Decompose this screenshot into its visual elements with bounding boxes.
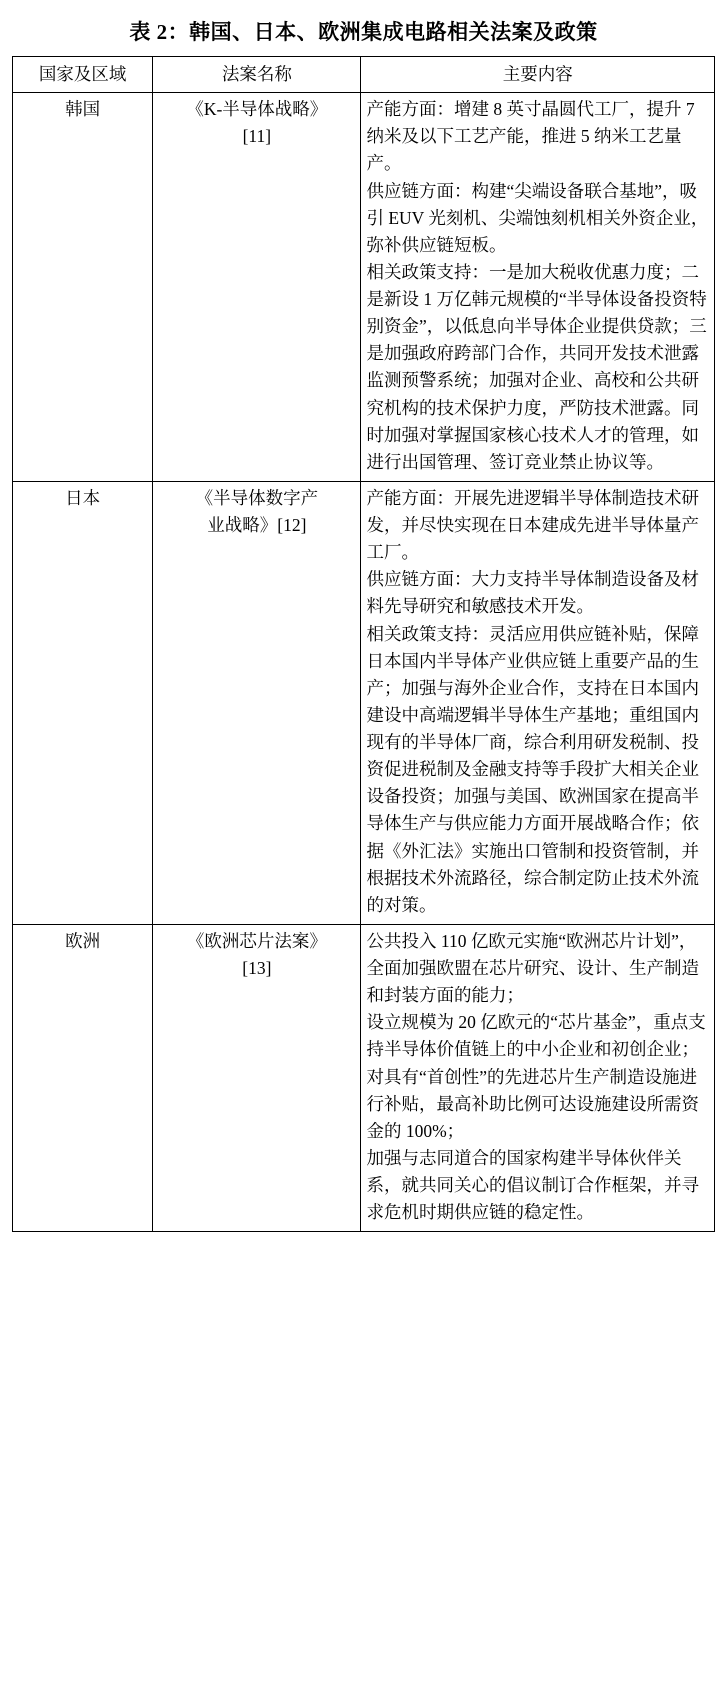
content-paragraph: 供应链方面：构建“尖端设备联合基地”，吸引 EUV 光刻机、尖端蚀刻机相关外资企业，弥补供应链短板。 bbox=[366, 180, 709, 255]
column-header-content: 主要内容 bbox=[361, 57, 715, 93]
cell-name-reference: [13] bbox=[242, 958, 272, 978]
content-paragraph: 产能方面：增建 8 英寸晶圆代工厂，提升 7 纳米及以下工艺产能，推进 5 纳米工艺量产。 bbox=[366, 99, 695, 174]
table-caption: 表 2：韩国、日本、欧洲集成电路相关法案及政策 bbox=[129, 20, 598, 44]
cell-name-line: 《K-半导体战略》 bbox=[186, 99, 328, 120]
table-row bbox=[13, 924, 715, 1231]
content-paragraph: 相关政策支持：一是加大税收优惠力度；二是新设 1 万亿韩元规模的“半导体设备投资特别资金”，以低息向半导体企业提供贷款；三是加强政府跨部门合作，共同开发技术泄露监测预警系统；加强对企业、高校和公共研究机构的技术保护力度，严防技术泄露。同时加强对掌握国家核心技术人才的管理，如进行出国管理、签订竞业禁止协议等。 bbox=[366, 261, 707, 472]
cell-content bbox=[361, 481, 715, 924]
content-paragraph: 供应链方面：大力支持半导体制造设备及材料先导研究和敏感技术开发。 bbox=[366, 569, 699, 617]
cell-name-reference: [11] bbox=[242, 126, 272, 147]
column-header-region: 国家及区域 bbox=[13, 57, 153, 93]
cell-name-reference: 业战略》[12] bbox=[207, 515, 307, 535]
cell-content bbox=[361, 924, 715, 1231]
table-row bbox=[13, 481, 715, 924]
cell-region: 日本 bbox=[13, 481, 153, 924]
cell-name-line: 《欧洲芯片法案》 bbox=[186, 930, 327, 951]
policy-table bbox=[12, 56, 715, 1232]
table-header-row bbox=[13, 57, 715, 93]
cell-content bbox=[361, 93, 715, 482]
table-header bbox=[13, 57, 715, 93]
content-paragraph: 产能方面：开展先进逻辑半导体制造技术研发，并尽快实现在日本建成先进半导体量产工厂。 bbox=[366, 487, 699, 563]
cell-name-line: 《半导体数字产 bbox=[195, 487, 319, 508]
cell-name bbox=[153, 924, 361, 1231]
cell-region: 韩国 bbox=[13, 93, 153, 482]
content-paragraph: 设立规模为 20 亿欧元的“芯片基金”，重点支持半导体价值链上的中小企业和初创企业； bbox=[366, 1012, 706, 1060]
table-row bbox=[13, 93, 715, 482]
table-body bbox=[13, 93, 715, 1232]
content-paragraph: 对具有“首创性”的先进芯片生产制造设施进行补贴，最高补助比例可达设施建设所需资金的 100%； bbox=[366, 1066, 699, 1141]
content-paragraph: 公共投入 110 亿欧元实施“欧洲芯片计划”，全面加强欧盟在芯片研究、设计、生产制造和封装方面的能力； bbox=[366, 930, 699, 1006]
column-header-name: 法案名称 bbox=[153, 57, 361, 93]
content-paragraph: 加强与志同道合的国家构建半导体伙伴关系，就共同关心的倡议制订合作框架，并寻求危机时期供应链的稳定性。 bbox=[366, 1147, 699, 1223]
content-paragraph: 相关政策支持：灵活应用供应链补贴，保障日本国内半导体产业供应链上重要产品的生产；加强与海外企业合作，支持在日本国内建设中高端逻辑半导体生产基地；重组国内现有的半导体厂商，综合利用研发税制、投资促进税制及金融支持等手段扩大相关企业设备投资；加强与美国、欧洲国家在提高半导体生产与供应能力方面开展战略合作；依据《外汇法》实施出口管制和投资管制，并根据技术外流路径，综合制定防止技术外流的对策。 bbox=[366, 623, 699, 915]
cell-region: 欧洲 bbox=[13, 924, 153, 1231]
cell-name bbox=[153, 93, 361, 482]
cell-name bbox=[153, 481, 361, 924]
